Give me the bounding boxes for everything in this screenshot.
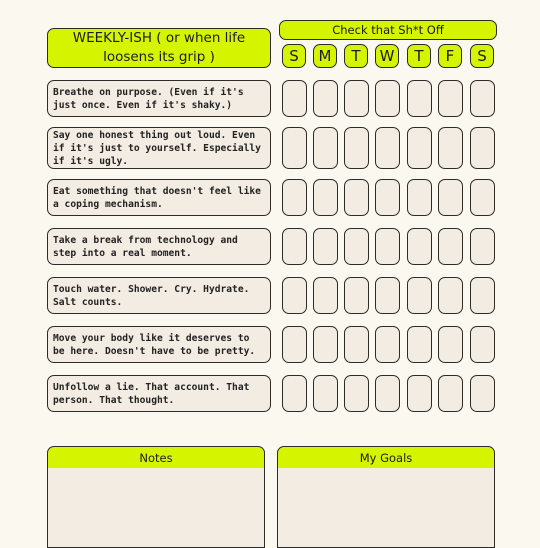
checkbox-cell[interactable] — [375, 179, 400, 216]
checkbox-cell[interactable] — [282, 127, 307, 169]
goals-area[interactable] — [277, 468, 495, 548]
checkbox-cell[interactable] — [375, 375, 400, 412]
checkbox-cell[interactable] — [438, 127, 463, 169]
habit-text: Move your body like it deserves to be here. Doesn't have to be pretty. — [53, 332, 256, 357]
habit-label — [47, 80, 271, 117]
checkbox-cell[interactable] — [313, 375, 338, 412]
page-title — [47, 28, 271, 68]
checkbox-cell[interactable] — [282, 277, 307, 314]
checkbox-cell[interactable] — [313, 80, 338, 117]
checkbox-cell[interactable] — [344, 326, 369, 363]
checkbox-cell[interactable] — [438, 326, 463, 363]
habit-label — [47, 127, 271, 169]
checkbox-cell[interactable] — [470, 127, 495, 169]
day-label: F — [438, 44, 462, 68]
goals-header: My Goals — [277, 446, 495, 469]
habit-text: Touch water. Shower. Cry. Hydrate. Salt counts. — [53, 283, 250, 308]
day-label: S — [282, 44, 306, 68]
habit-label — [47, 277, 271, 314]
checkbox-cell[interactable] — [470, 326, 495, 363]
checkbox-cell[interactable] — [344, 127, 369, 169]
checkbox-cell[interactable] — [282, 179, 307, 216]
habit-label — [47, 375, 271, 412]
checkbox-cell[interactable] — [470, 179, 495, 216]
checkbox-cell[interactable] — [375, 277, 400, 314]
page-title-line-1: WEEKLY-ISH ( or when life — [72, 30, 246, 46]
habit-text: Eat something that doesn't feel like a coping mechanism. — [53, 185, 261, 210]
habit-label — [47, 179, 271, 216]
checkbox-cell[interactable] — [438, 80, 463, 117]
checkbox-cell[interactable] — [407, 127, 432, 169]
checkbox-cell[interactable] — [407, 80, 432, 117]
checkbox-cell[interactable] — [282, 228, 307, 265]
checkbox-cell[interactable] — [344, 179, 369, 216]
checkbox-cell[interactable] — [282, 80, 307, 117]
day-label: S — [470, 44, 494, 68]
checkbox-cell[interactable] — [375, 326, 400, 363]
day-label: T — [344, 44, 368, 68]
checkbox-cell[interactable] — [282, 375, 307, 412]
checkbox-cell[interactable] — [375, 228, 400, 265]
checkbox-cell[interactable] — [407, 277, 432, 314]
checkbox-cell[interactable] — [470, 375, 495, 412]
habit-text: Say one honest thing out loud. Even if it's just to yourself. Especially if it's ugly. — [53, 129, 261, 167]
checkbox-cell[interactable] — [438, 277, 463, 314]
checkbox-cell[interactable] — [407, 179, 432, 216]
checkbox-cell[interactable] — [344, 277, 369, 314]
checkbox-cell[interactable] — [375, 127, 400, 169]
day-label: W — [375, 44, 399, 68]
checkbox-cell[interactable] — [313, 179, 338, 216]
checkbox-cell[interactable] — [470, 80, 495, 117]
habit-text: Unfollow a lie. That account. That person. That thought. — [53, 381, 250, 406]
notes-header: Notes — [47, 446, 265, 469]
checkbox-cell[interactable] — [438, 228, 463, 265]
checkbox-cell[interactable] — [470, 228, 495, 265]
checkbox-cell[interactable] — [313, 127, 338, 169]
habit-label — [47, 326, 271, 363]
checkbox-cell[interactable] — [344, 80, 369, 117]
page-title-line-2: loosens its grip ) — [103, 49, 215, 65]
checkbox-cell[interactable] — [313, 228, 338, 265]
check-off-header: Check that Sh*t Off — [279, 20, 497, 40]
checkbox-cell[interactable] — [344, 375, 369, 412]
day-label: M — [313, 44, 337, 68]
habit-text: Breathe on purpose. (Even if it's just once. Even if it's shaky.) — [53, 86, 244, 111]
checkbox-cell[interactable] — [407, 375, 432, 412]
checkbox-cell[interactable] — [282, 326, 307, 363]
checkbox-cell[interactable] — [407, 228, 432, 265]
day-label: T — [407, 44, 431, 68]
checkbox-cell[interactable] — [438, 179, 463, 216]
checkbox-cell[interactable] — [344, 228, 369, 265]
checkbox-cell[interactable] — [375, 80, 400, 117]
habit-text: Take a break from technology and step into a real moment. — [53, 234, 238, 259]
habit-label — [47, 228, 271, 265]
checkbox-cell[interactable] — [438, 375, 463, 412]
checkbox-cell[interactable] — [407, 326, 432, 363]
checkbox-cell[interactable] — [313, 277, 338, 314]
checkbox-cell[interactable] — [313, 326, 338, 363]
checkbox-cell[interactable] — [470, 277, 495, 314]
notes-area[interactable] — [47, 468, 265, 548]
